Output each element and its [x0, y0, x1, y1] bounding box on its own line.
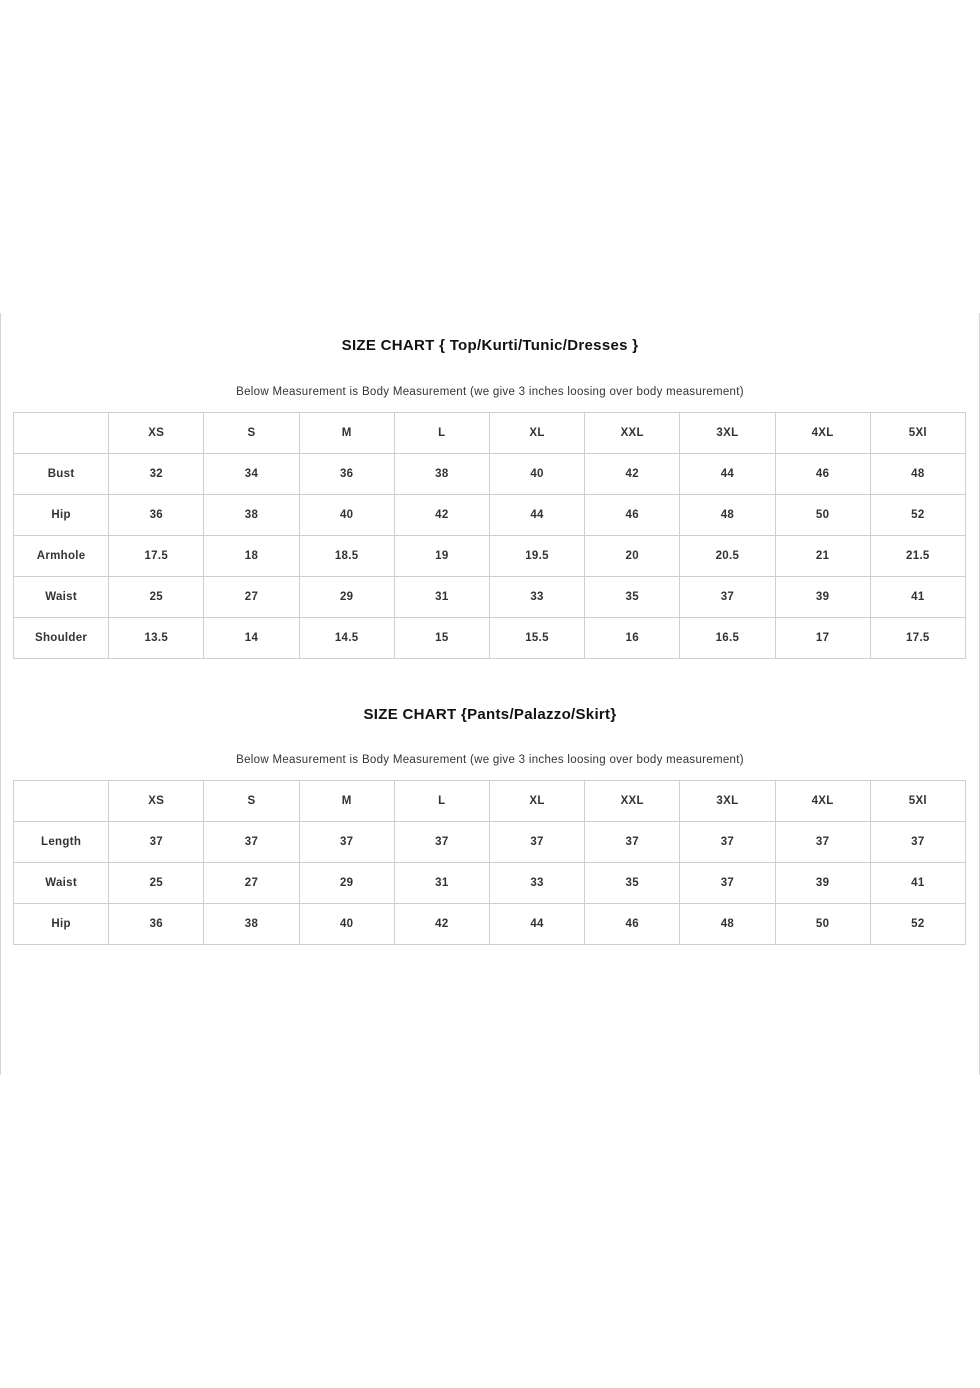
measurement-value-cell: 37	[204, 822, 299, 863]
measurement-value-cell: 37	[585, 822, 680, 863]
measurement-value-cell: 14.5	[299, 618, 394, 659]
measurement-value-cell: 38	[204, 495, 299, 536]
bottom-chart-title: SIZE CHART {Pants/Palazzo/Skirt}	[363, 706, 617, 723]
table-row	[14, 495, 966, 536]
measurement-value-cell: 50	[775, 495, 870, 536]
measurement-value-cell: 52	[870, 904, 965, 945]
size-header-cell: XS	[109, 413, 204, 454]
measurement-value-cell: 38	[394, 454, 489, 495]
measurement-value-cell: 29	[299, 577, 394, 618]
measurement-label-cell: Length	[14, 822, 109, 863]
measurement-label-cell: Bust	[14, 454, 109, 495]
corner-cell	[14, 781, 109, 822]
measurement-value-cell: 46	[775, 454, 870, 495]
measurement-value-cell: 27	[204, 577, 299, 618]
size-header-cell: M	[299, 413, 394, 454]
measurement-value-cell: 19	[394, 536, 489, 577]
measurement-value-cell: 18.5	[299, 536, 394, 577]
measurement-value-cell: 21	[775, 536, 870, 577]
measurement-value-cell: 44	[680, 454, 775, 495]
header-row	[14, 413, 966, 454]
measurement-value-cell: 41	[870, 863, 965, 904]
measurement-value-cell: 34	[204, 454, 299, 495]
measurement-value-cell: 40	[299, 904, 394, 945]
size-header-cell: 5Xl	[870, 413, 965, 454]
size-header-cell: L	[394, 413, 489, 454]
measurement-value-cell: 15.5	[489, 618, 584, 659]
size-header-cell: XS	[109, 781, 204, 822]
table-row	[14, 822, 966, 863]
size-header-cell: M	[299, 781, 394, 822]
measurement-value-cell: 17	[775, 618, 870, 659]
table-row	[14, 618, 966, 659]
measurement-value-cell: 37	[109, 822, 204, 863]
measurement-value-cell: 25	[109, 577, 204, 618]
size-header-cell: 3XL	[680, 781, 775, 822]
measurement-value-cell: 37	[870, 822, 965, 863]
size-header-cell: 4XL	[775, 413, 870, 454]
size-header-cell: XXL	[585, 413, 680, 454]
measurement-value-cell: 38	[204, 904, 299, 945]
measurement-value-cell: 20	[585, 536, 680, 577]
measurement-value-cell: 33	[489, 863, 584, 904]
measurement-value-cell: 18	[204, 536, 299, 577]
measurement-value-cell: 27	[204, 863, 299, 904]
measurement-value-cell: 13.5	[109, 618, 204, 659]
measurement-value-cell: 17.5	[870, 618, 965, 659]
measurement-value-cell: 17.5	[109, 536, 204, 577]
measurement-value-cell: 14	[204, 618, 299, 659]
measurement-value-cell: 31	[394, 577, 489, 618]
measurement-value-cell: 42	[394, 495, 489, 536]
table-row	[14, 454, 966, 495]
size-header-cell: 4XL	[775, 781, 870, 822]
measurement-value-cell: 16	[585, 618, 680, 659]
measurement-value-cell: 46	[585, 495, 680, 536]
size-header-cell: XL	[489, 413, 584, 454]
size-header-cell: 3XL	[680, 413, 775, 454]
size-header-cell: 5Xl	[870, 781, 965, 822]
measurement-value-cell: 19.5	[489, 536, 584, 577]
measurement-label-cell: Shoulder	[14, 618, 109, 659]
measurement-value-cell: 48	[870, 454, 965, 495]
measurement-label-cell: Waist	[14, 863, 109, 904]
measurement-value-cell: 48	[680, 495, 775, 536]
measurement-value-cell: 37	[680, 577, 775, 618]
table-row	[14, 904, 966, 945]
table-row	[14, 536, 966, 577]
measurement-value-cell: 36	[109, 495, 204, 536]
table-row	[14, 863, 966, 904]
top-chart-title: SIZE CHART { Top/Kurti/Tunic/Dresses }	[341, 337, 639, 354]
measurement-value-cell: 37	[299, 822, 394, 863]
measurement-value-cell: 36	[109, 904, 204, 945]
table-row	[14, 577, 966, 618]
size-header-cell: S	[204, 413, 299, 454]
measurement-value-cell: 29	[299, 863, 394, 904]
measurement-value-cell: 37	[680, 822, 775, 863]
measurement-value-cell: 20.5	[680, 536, 775, 577]
measurement-label-cell: Hip	[14, 495, 109, 536]
measurement-value-cell: 39	[775, 863, 870, 904]
measurement-value-cell: 37	[394, 822, 489, 863]
size-header-cell: L	[394, 781, 489, 822]
measurement-value-cell: 32	[109, 454, 204, 495]
bottom-size-table	[13, 780, 966, 945]
measurement-value-cell: 39	[775, 577, 870, 618]
measurement-value-cell: 40	[489, 454, 584, 495]
measurement-value-cell: 37	[489, 822, 584, 863]
size-header-cell: S	[204, 781, 299, 822]
measurement-label-cell: Waist	[14, 577, 109, 618]
measurement-value-cell: 46	[585, 904, 680, 945]
measurement-value-cell: 35	[585, 863, 680, 904]
measurement-value-cell: 50	[775, 904, 870, 945]
measurement-value-cell: 15	[394, 618, 489, 659]
measurement-value-cell: 25	[109, 863, 204, 904]
top-chart-note: Below Measurement is Body Measurement (we give 3 inches loosing over body measurement)	[236, 386, 744, 398]
measurement-value-cell: 44	[489, 495, 584, 536]
measurement-value-cell: 52	[870, 495, 965, 536]
size-header-cell: XXL	[585, 781, 680, 822]
measurement-value-cell: 35	[585, 577, 680, 618]
size-header-cell: XL	[489, 781, 584, 822]
measurement-value-cell: 48	[680, 904, 775, 945]
bottom-chart-note: Below Measurement is Body Measurement (we give 3 inches loosing over body measurement)	[236, 754, 744, 766]
measurement-value-cell: 40	[299, 495, 394, 536]
measurement-value-cell: 41	[870, 577, 965, 618]
measurement-value-cell: 31	[394, 863, 489, 904]
measurement-value-cell: 44	[489, 904, 584, 945]
measurement-value-cell: 42	[394, 904, 489, 945]
top-size-table	[13, 412, 966, 659]
measurement-value-cell: 37	[775, 822, 870, 863]
measurement-label-cell: Armhole	[14, 536, 109, 577]
measurement-value-cell: 37	[680, 863, 775, 904]
measurement-value-cell: 21.5	[870, 536, 965, 577]
measurement-value-cell: 42	[585, 454, 680, 495]
measurement-value-cell: 33	[489, 577, 584, 618]
measurement-value-cell: 36	[299, 454, 394, 495]
header-row	[14, 781, 966, 822]
measurement-label-cell: Hip	[14, 904, 109, 945]
corner-cell	[14, 413, 109, 454]
measurement-value-cell: 16.5	[680, 618, 775, 659]
